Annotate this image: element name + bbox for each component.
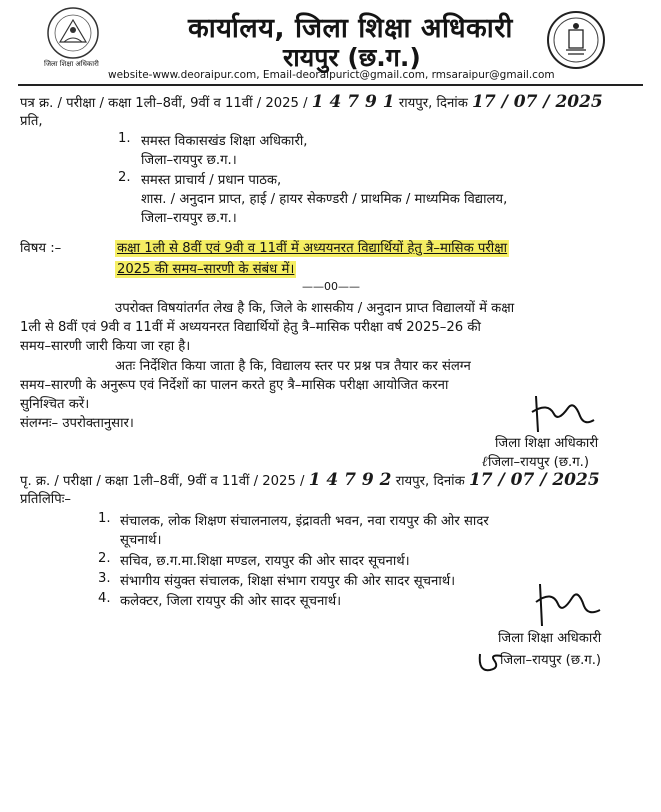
ref-number: 1 4 7 9 1 (311, 92, 395, 112)
recipient-line: समस्त प्राचार्य / प्रधान पाठक, (141, 173, 282, 188)
copy-ref-date: 17 / 07 / 2025 (468, 470, 600, 490)
subject-label: विषय :– (20, 241, 62, 256)
ref-place-date-label: रायपुर, दिनांक (398, 96, 468, 111)
subject-line (115, 259, 296, 277)
ref-prefix: पत्र क्र. / परीक्षा / कक्षा 1ली–8वीं, 9वीं व 11वीं / 2025 / (20, 96, 308, 111)
recipient-line: समस्त विकासखंड शिक्षा अधिकारी, (141, 134, 308, 149)
recipient-num: 1. (118, 131, 131, 146)
enclosure: संलग्नः– उपरोक्तानुसार। (20, 416, 134, 431)
copy-num: 3. (98, 571, 111, 586)
ref-date: 17 / 07 / 2025 (472, 92, 603, 112)
copy-num: 2. (98, 551, 111, 566)
body-line: 1ली से 8वीं एवं 9वी व 11वीं में अध्ययनरत विद्यार्थियों हेतु त्रै–मासिक परीक्षा वर्ष 2025–26 की (20, 320, 481, 335)
copy-ref-prefix: पृ. क्र. / परीक्षा / कक्षा 1ली–8वीं, 9वीं व 11वीं / 2025 / (20, 474, 305, 489)
separator: ——00—— (302, 280, 360, 293)
initial-mark: ℓ (482, 454, 488, 470)
pratilipi-label: प्रतिलिपिः– (20, 492, 71, 507)
copy-line: सूचनार्थ। (120, 533, 162, 548)
signature-designation: जिला शिक्षा अधिकारी (495, 436, 599, 451)
subject-text: कक्षा 1ली से 8वीं एवं 9वी व 11वीं में अध्ययनरत विद्यार्थियों हेतु त्रै–मासिक परीक्षा (117, 241, 508, 256)
office-title: कार्यालय, जिला शिक्षा अधिकारी (188, 13, 513, 44)
contact-line: website-www.deoraipur.com, Email-deoraipurict@gmail.com, rmsaraipur@gmail.com (108, 69, 555, 81)
copy-line: संभागीय संयुक्त संचालक, शिक्षा संभाग रायपुर की ओर सादर सूचनार्थ। (120, 574, 456, 589)
recipient-line: जिला–रायपुर छ.ग.। (141, 153, 237, 168)
signature-location: जिला–रायपुर (छ.ग.) (500, 653, 602, 668)
signature-designation: जिला शिक्षा अधिकारी (498, 631, 602, 646)
copy-line: संचालक, लोक शिक्षण संचालनालय, इंद्रावती भवन, नवा रायपुर की ओर सादर (120, 514, 489, 529)
copy-ref-number: 1 4 7 9 2 (308, 470, 392, 490)
body-line: अतः निर्देशित किया जाता है कि, विद्यालय स्तर पर प्रश्न पत्र तैयार कर संलग्न (115, 359, 471, 374)
copy-num: 4. (98, 591, 111, 606)
letter-reference (20, 92, 603, 112)
body-line: उपरोक्त विषयांतर्गत लेख है कि, जिले के शासकीय / अनुदान प्राप्त विद्यालयों में कक्षा (115, 301, 515, 316)
recipient-line: जिला–रायपुर छ.ग.। (141, 211, 237, 226)
header-divider (18, 84, 643, 86)
signature-mark (530, 580, 604, 632)
signature-location: ℓजिला–रायपुर (छ.ग.) (482, 454, 590, 470)
recipient-num: 2. (118, 170, 131, 185)
copy-reference (20, 470, 600, 490)
copy-num: 1. (98, 511, 111, 526)
copy-ref-place-date-label: रायपुर, दिनांक (395, 474, 465, 489)
copy-line: कलेक्टर, जिला रायपुर की ओर सादर सूचनार्थ। (120, 594, 342, 609)
logo-caption: जिला शिक्षा अधिकारी (44, 60, 99, 68)
district-education-logo (46, 6, 100, 60)
prati-label: प्रति, (20, 114, 43, 129)
recipient-line: शास. / अनुदान प्राप्त, हाई / हायर सेकण्डरी / प्राथमिक / माध्यमिक विद्यालय, (141, 192, 508, 207)
copy-line: सचिव, छ.ग.मा.शिक्षा मण्डल, रायपुर की ओर सादर सूचनार्थ। (120, 554, 410, 569)
office-city: रायपुर (छ.ग.) (283, 43, 421, 72)
state-emblem-logo (546, 10, 606, 70)
body-line: समय–सारणी के अनुरूप एवं निर्देशों का पालन करते हुए त्रै–मासिक परीक्षा आयोजित करना (20, 378, 449, 393)
body-line: सुनिश्चित करें। (20, 397, 90, 412)
subject-line (115, 238, 509, 256)
body-line: समय–सारणी जारी किया जा रहा है। (20, 339, 191, 354)
subject-text: 2025 की समय–सारणी के संबंध में। (117, 262, 295, 277)
